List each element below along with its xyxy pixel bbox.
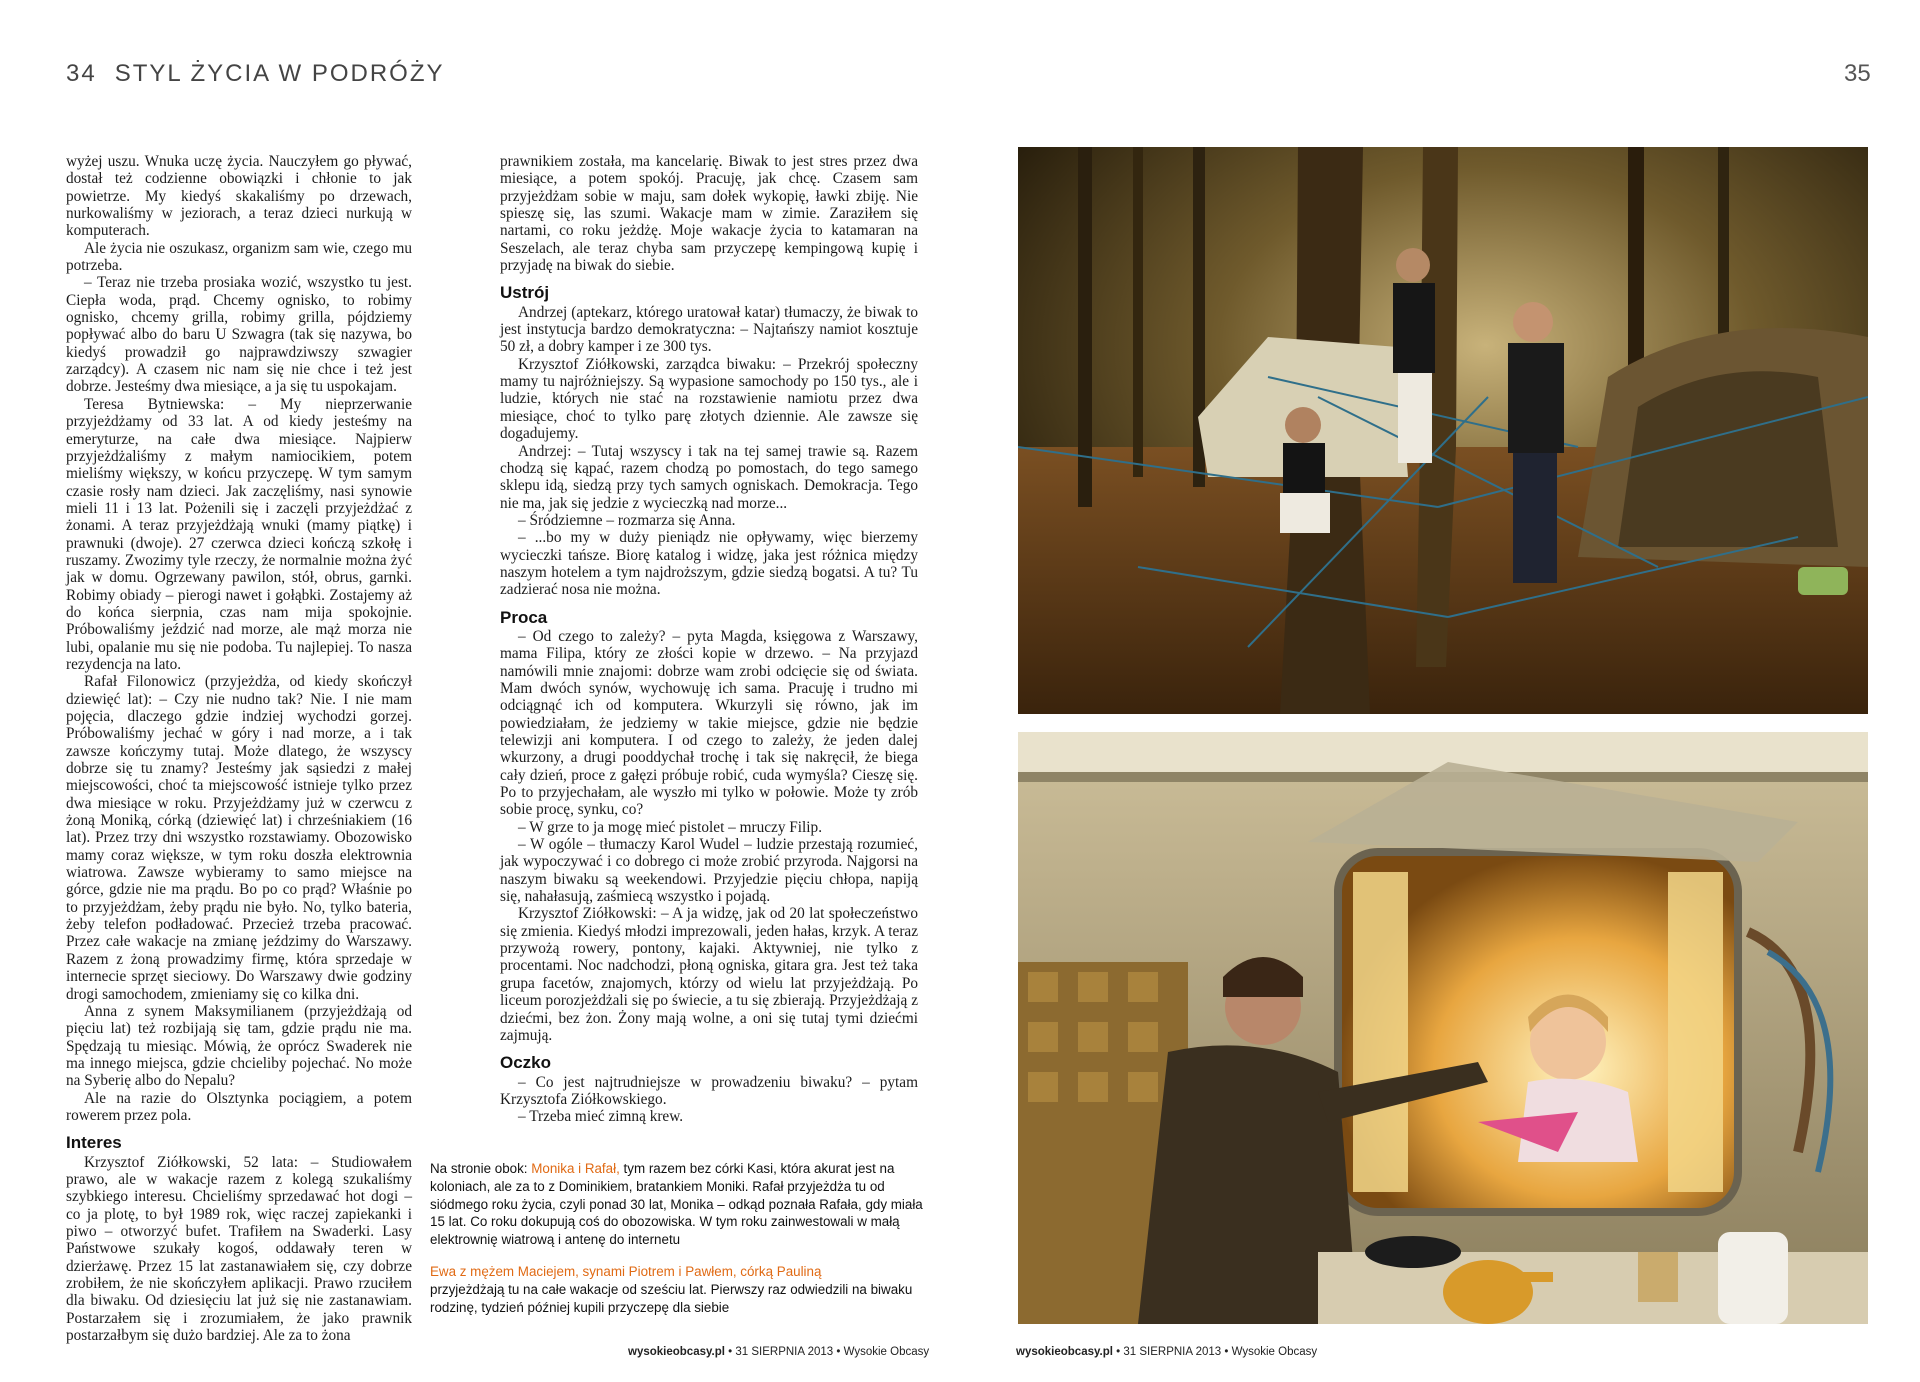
caption-2-names: Ewa z mężem Maciejem, synami Piotrem i Pawłem, córką Pauliną xyxy=(430,1263,822,1279)
caption-1-text: tym razem bez córki Kasi, która akurat jest na koloniach, ale za to z Dominikiem, bratankiem Moniki. Rafał przyjeżdża tu od siódmego roku życia, czyli ponad 30 lat, Monika – odkąd poznała Rafała, gdy miała 15 lat. Co roku dokupują coś do obozowiska. W tym roku zainwestowali w małą elektrownię wiatrową i antenę do internetu xyxy=(430,1161,923,1248)
page-number-right: 35 xyxy=(1844,60,1871,87)
photo-caravan-window xyxy=(1018,732,1868,1324)
paragraph: prawnikiem została, ma kancelarię. Biwak to jest stres przez dwa miesiące, a potem spokój. Pracuję, jak chcę. Czasem sam przyjeżdżam sobie w maju, sam dołek wykopię, ławki zbiję. Nie spieszę się, las szumi. Wakacje mam w zimie. Zaraziłem się nartami, co roku jeżdżę. Moje wakacje życia to katamaran na Seszelach, ale teraz chyba sam przyczepę kempingową kupię i przyjadę na biwak do siebie. xyxy=(500,153,918,275)
paragraph: Andrzej (aptekarz, którego uratował katar) tłumaczy, że biwak to jest instytucja bardzo demokratyczna: – Najtańszy namiot kosztuje 50 zł, a dobry kamper i ze 300 tys. xyxy=(500,303,918,356)
section-heading-proca: Proca xyxy=(500,607,548,627)
paragraph: Anna z synem Maksymilianem (przyjeżdżają od pięciu lat) też rozbijają się tam, gdzie prądu nie ma. Spędzają tu miesiąc. Mówią, że oprócz Swaderek nie ma innego miejsca, gdzie chcieliby pojechać. No może na Syberię albo do Nepalu? xyxy=(66,1002,412,1090)
footer-left-rest: • 31 SIERPNIA 2013 • Wysokie Obcasy xyxy=(724,1346,930,1358)
paragraph: wyżej uszu. Wnuka uczę życia. Nauczyłem go pływać, dostał też codzienne obowiązki i chłonie to jak powietrze. My kiedyś skakaliśmy po drzewach, nurkowaliśmy w jeziorach, a teraz dzieci nurkują w komputerach. xyxy=(66,153,412,240)
footer-right-rest: • 31 SIERPNIA 2013 • Wysokie Obcasy xyxy=(1112,1346,1318,1358)
paragraph: – ...bo my w duży pieniądz nie opływamy, więc bierzemy wycieczki tańsze. Biorę katalog i widzę, jaka jest różnica między naszym hotelem a tym najdroższym, gdzie siedzą bogatsi. A tu? Tu zadzierać nosa nie można. xyxy=(500,529,918,599)
article-column-1 xyxy=(66,153,412,1344)
paragraph: – Od czego to zależy? – pyta Magda, księgowa z Warszawy, mama Filipa, który ze złości kopie w drzewo. – Na przyjazd namówili mnie znajomi: dobrze wam zrobi odcięcie się od świata. Mam dwóch synów, wychowuję ich sama. Pracuję i trudno mi odciągnąć ich od komputera. Wkurzyli się równo, jak im powiedziałam, że jedziemy w takie miejsce, gdzie nie będzie telewizji ani komputera. I od czego to zależy, że jeden dalej wkurzony, a drugi pooddychał trochę i tak się nakręcił, że biega cały dzień, proce z gałęzi próbuje robić, cuda wymyśla? Cieszę się. Po to przyjechałam, ale wyszło mi tylko w połowie. Może ty zrób sobie procę, synku, co? xyxy=(500,627,918,819)
paragraph: – Śródziemne – rozmarza się Anna. xyxy=(518,511,736,529)
footer-left xyxy=(628,1346,929,1358)
footer-right xyxy=(1016,1346,1317,1358)
section-heading-interes: Interes xyxy=(66,1133,122,1153)
paragraph: Krzysztof Ziółkowski, 52 lata: – Studiowałem prawo, ale w wakacje razem z kolegą szukaliśmy szybkiego interesu. Chcieliśmy sprzedawać hot dogi – co ja plotę, to był 1989 rok, więc raczej zapiekanki i piwo – otworzyć bufet. Trafiłem na Swaderki. Lasy Państwowe szukały kogoś, oddawały teren w dzierżawę. Przez 15 lat zastanawiałem się, czy dobrze zrobiłem, że nie skończyłem aplikacji. Prawo rzuciłem dla biwaku. Od dziesięciu lat już się nie zastanawiam. Postarzałem się i zrozumiałem, że jako prawnik postarzałbym się dużo bardziej. Ale za to żona xyxy=(66,1153,412,1345)
paragraph: – Co jest najtrudniejsze w prowadzeniu biwaku? – pytam Krzysztofa Ziółkowskiego. xyxy=(500,1073,918,1108)
paragraph: Rafał Filonowicz (przyjeżdża, od kiedy skończył dziewięć lat): – Czy nie nudno tak? Nie. I nie mam pojęcia, dlaczego gdzie indziej wychodzi gorzej. Próbowaliśmy jechać w góry i nad morze, a i tak zawsze kończymy tutaj. Może dlatego, że wszyscy dobrze się tu znamy? Jesteśmy jak sąsiedzi z małej miejscowości, choć ta miejscowość istnieje tylko przez dwa miesiące w roku. Przyjeżdżamy już w czerwcu z żoną Moniką, córką (dziewięć lat) i chrześniakiem (16 lat). Przez trzy dni wszystko rozstawiamy. Obozowisko mamy coraz większe, w tym roku doszła elektrownia wiatrowa. Zawsze wybieramy to samo miejsce na górce, gdzie nie ma prądu. Bo po co prąd? Właśnie po to przyjeżdżam, żeby prądu nie było. No, tylko bateria, żeby telefon podładować. Przecież trzeba pracować. Przez całe wakacje na zmianę jeździmy do Warszawy. Razem z żoną prowadzimy firmę, która sprzedaje w internecie sprzęt sieciowy. Do Warszawy dwie godziny drogi samochodem, zmieniamy się co kilka dni. xyxy=(66,673,412,1003)
paragraph: – Trzeba mieć zimną krew. xyxy=(518,1108,684,1126)
paragraph: Krzysztof Ziółkowski: – A ja widzę, jak od 20 lat społeczeństwo się zmienia. Kiedyś młodzi imprezowali, jeden hałas, krzyk. A teraz przywożą rowery, pontony, kajaki. Aktywniej, nie tylko z procentami. Noc nadchodzi, płoną ogniska, gitara gra. Jest też taka grupa facetów, znajomych, którzy od wielu lat przyjeżdżają. Po liceum porozjeżdżali się po świecie, a tu się zbierają. Przyjeżdżają z dziećmi, bez żon. Żony mają wolne, a oni się tutaj tymi dziećmi zajmują. xyxy=(500,905,918,1044)
paragraph: Ale na razie do Olsztynka pociągiem, a potem rowerem przez pola. xyxy=(66,1089,412,1124)
page-header-left xyxy=(66,60,445,88)
page-number-left: 34 xyxy=(66,60,97,87)
section-title: STYL ŻYCIA W PODRÓŻY xyxy=(114,60,445,87)
caption-2 xyxy=(430,1263,930,1316)
paragraph: – W ogóle – tłumaczy Karol Wudel – ludzie przestają rozumieć, jak wypoczywać i co dobrego ci może zrobić przyroda. Najgorsi na naszym biwaku są weekendowi. Przyjedzie pięciu chłopa, napiją się, nahałasują, zaśmiecą wszystko i pojadą. xyxy=(500,836,918,906)
paragraph: Krzysztof Ziółkowski, zarządca biwaku: – Przekrój społeczny mamy tu najróżniejszy. Są wypasione samochody po 150 tys., ale i ludzie, których nie stać na rozstawienie namiotu przez dwa miesiące, choć to tylko parę złotych dziennie. Ale zawsze się dogadujemy. xyxy=(500,355,918,443)
caption-1-lead: Na stronie obok: xyxy=(430,1161,532,1176)
photo-captions xyxy=(430,1160,930,1330)
paragraph: – W grze to ja mogę mieć pistolet – mruczy Filip. xyxy=(518,818,823,836)
photo-forest-camp xyxy=(1018,147,1868,714)
paragraph: Andrzej: – Tutaj wszyscy i tak na tej samej trawie są. Razem chodzą się kąpać, razem chodzą po pomostach, do tego samego sklepu idą, siedzą przy tych samych ogniskach. Demokracja. Tego nie ma, jak się jedzie z wycieczką nad morze... xyxy=(500,442,918,512)
paragraph: – Teraz nie trzeba prosiaka wozić, wszystko tu jest. Ciepła woda, prąd. Chcemy ognisko, to robimy ognisko, chcemy grilla, robimy grilla, pójdziemy popływać albo do baru U Szwagra (tak się nazywa, bo kiedyś prowadził go najprawdziwszy szwagier zarządcy). A czasem nic nam się nie chce i też jest dobrze. Jesteśmy dwa miesiące, a ja się tu uspokajam. xyxy=(66,274,412,396)
footer-left-site: wysokieobcasy.pl xyxy=(628,1346,725,1358)
footer-right-site: wysokieobcasy.pl xyxy=(1016,1346,1113,1358)
section-heading-ustroj: Ustrój xyxy=(500,283,550,303)
paragraph: Ale życia nie oszukasz, organizm sam wie, czego mu potrzeba. xyxy=(66,239,412,275)
caption-1 xyxy=(430,1160,930,1249)
paragraph: Teresa Bytniewska: – My nieprzerwanie przyjeżdżamy od 33 lat. A od kiedy jesteśmy na emeryturze, na całe dwa miesiące. Najpierw przyjeżdżaliśmy z małym namiocikiem, potem mieliśmy większy, w końcu przyczepę. W tym samym czasie rosły nam dzieci. Jak zaczęliśmy, nasi synowie mieli 11 i 13 lat. Pożenili się i zaczęli przyjeżdżać z żonami. A teraz przyjeżdżają wnuki (mamy piątkę) i prawnuki (dwoje). 27 czerwca dzieci kończą szkołę i ruszamy. Zwozimy tyle rzeczy, że normalnie można żyć jak w domu. Ogrzewany pawilon, stół, obrus, garnki. Robimy obiady – pierogi nawet i gołąbki. Zostajemy aż do końca sierpnia, czas nam mija spokojnie. Próbowaliśmy jeździć nad morze, ale mąż morza nie lubi, opalanie mu się nie podoba. Tu najlepiej. To nasza rezydencja na lato. xyxy=(66,395,412,673)
section-heading-oczko: Oczko xyxy=(500,1053,552,1073)
caption-1-names: Monika i Rafał, xyxy=(531,1161,620,1176)
article-column-2 xyxy=(500,153,918,1126)
caption-2-text: przyjeżdżają tu na całe wakacje od sześciu lat. Pierwszy raz odwiedzili na biwaku rodzinę, tydzień później kupili przyczepę dla siebie xyxy=(430,1281,913,1315)
